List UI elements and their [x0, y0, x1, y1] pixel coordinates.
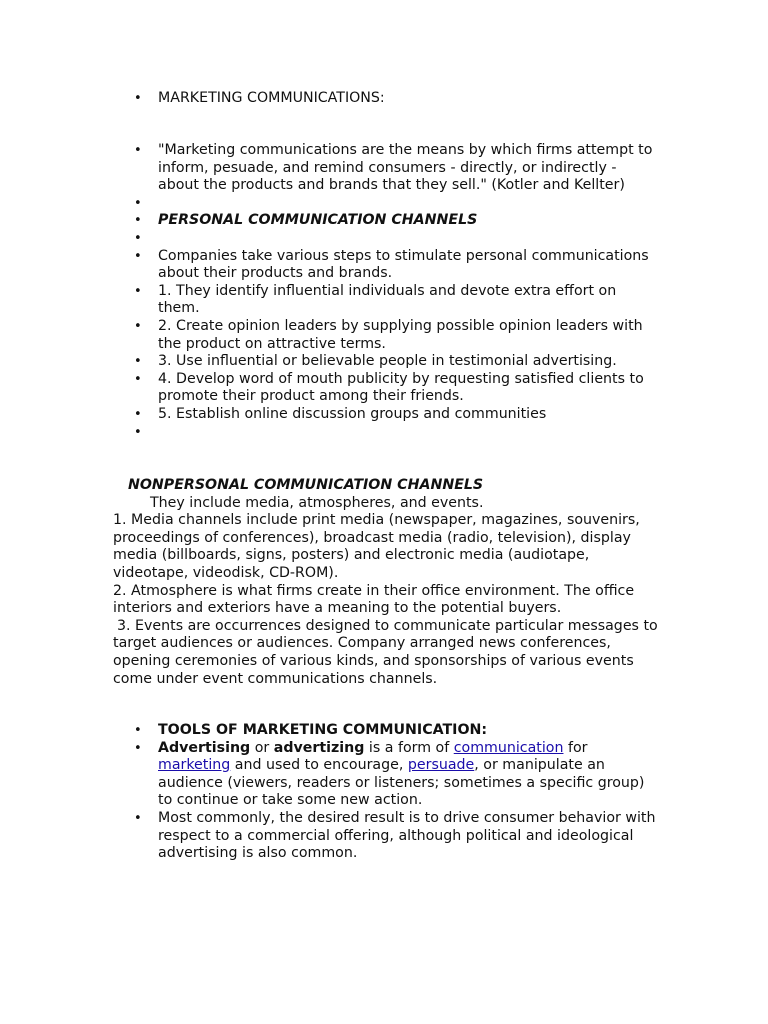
definition-item [0, 142, 658, 195]
definition-text-a: is a form of [364, 739, 454, 756]
definition-text-c: and used to encourage, [230, 757, 408, 774]
definition-quote: "Marketing communications are the means by which firms attempt to inform, pesuade, and remind consumers - directly, or indirectly - about the products and brands that they sell." (Kotler and Kellter) [158, 142, 653, 194]
step-text: 5. Establish online discussion groups and communities [158, 405, 547, 422]
marketing-communications-heading [0, 90, 658, 108]
empty-bullet [0, 230, 658, 248]
heading-text: MARKETING COMMUNICATIONS: [158, 90, 385, 106]
advertising-definition-item [0, 740, 658, 810]
persuade-link[interactable]: persuade [407, 757, 475, 774]
step-text: 4. Develop word of mouth publicity by requesting satisfied clients to promote their product among their friends. [158, 370, 644, 405]
events-paragraph: 3. Events are occurrences designed to communicate particular messages to target audiences or audiences. Company arranged news conferences, opening ceremonies of various kinds, and sponsorships of various events come under event communications channels. [113, 617, 658, 687]
tools-heading: TOOLS OF MARKETING COMMUNICATION: [158, 722, 488, 738]
step-text: 2. Create opinion leaders by supplying possible opinion leaders with the product on attractive terms. [158, 317, 643, 352]
personal-channels-list [0, 142, 768, 441]
list-item [0, 283, 658, 318]
heading-list [0, 90, 768, 108]
personal-intro: Companies take various steps to stimulate personal communications about their products and brands. [158, 247, 649, 282]
common-result-item [0, 810, 658, 863]
definition-text-b: for [563, 739, 588, 756]
personal-heading-item [0, 212, 658, 230]
step-text: 1. They identify influential individuals and devote extra effort on them. [158, 282, 617, 317]
nonpersonal-section [113, 477, 658, 688]
tools-heading-item [0, 722, 658, 740]
list-item [0, 353, 658, 371]
communication-link[interactable]: communication [453, 739, 564, 756]
media-channels-paragraph: 1. Media channels include print media (newspaper, magazines, souvenirs, proceedings of conferences), broadcast media (radio, television), display media (billboards, signs, posters) and electronic media (audiotape, videotape, videodisk, CD-ROM). [113, 512, 640, 581]
personal-intro-item [0, 248, 658, 283]
advertising-term: Advertising [158, 739, 251, 756]
personal-heading: PERSONAL COMMUNICATION CHANNELS [158, 212, 478, 229]
list-item [0, 318, 658, 353]
atmosphere-paragraph: 2. Atmosphere is what firms create in their office environment. The office interiors and exteriors have a meaning to the potential buyers. [113, 582, 635, 617]
or-text: or [250, 739, 274, 756]
list-item [0, 406, 658, 424]
empty-bullet [0, 424, 658, 442]
step-text: 3. Use influential or believable people in testimonial advertising. [158, 353, 617, 370]
definition-text-d: , or manipulate an audience (viewers, readers or listeners; sometimes a specific group) to continue or take some new action. [158, 757, 645, 809]
nonpersonal-intro: They include media, atmospheres, and events. [150, 494, 484, 511]
advertizing-term: advertizing [273, 739, 365, 756]
common-result-text: Most commonly, the desired result is to drive consumer behavior with respect to a commercial offering, although political and ideological advertising is also common. [158, 809, 656, 862]
empty-bullet [0, 195, 658, 213]
nonpersonal-heading: NONPERSONAL COMMUNICATION CHANNELS [128, 477, 484, 493]
list-item [0, 371, 658, 406]
tools-list [0, 722, 768, 863]
marketing-link[interactable]: marketing [158, 757, 231, 774]
